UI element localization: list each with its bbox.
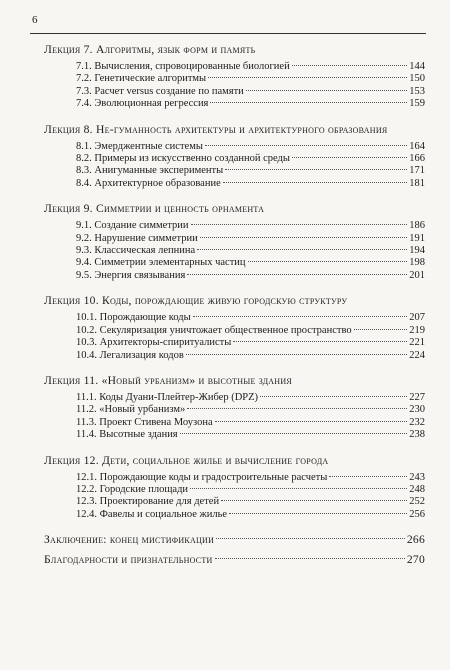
dot-leader: [292, 65, 408, 66]
toc-entry: [44, 509, 425, 521]
entry-page: 186: [409, 220, 425, 232]
entry-title: 11.4. Высотные здания: [76, 429, 178, 441]
entry-title: 11.3. Проект Стивена Моузона: [76, 416, 213, 428]
entry-page: 252: [409, 496, 425, 508]
entry-title: 9.5. Энергия связывания: [76, 269, 186, 281]
toc-entry: [44, 141, 425, 153]
toc-entry: [44, 73, 425, 85]
dot-leader: [205, 145, 407, 146]
closing-title: Заключение: конец мистификации: [44, 533, 215, 547]
toc-entry: [44, 233, 425, 245]
entry-page: 153: [409, 85, 425, 97]
toc-entry: [44, 257, 425, 269]
entry-title: 7.4. Эволюционная регрессия: [76, 98, 209, 110]
entry-page: 219: [409, 324, 425, 336]
toc-entry: [44, 392, 425, 404]
entry-page: 224: [409, 349, 425, 361]
dot-leader: [215, 558, 405, 559]
entry-title: 8.3. Анигуманные эксперименты: [76, 165, 224, 177]
entry-title: 10.3. Архитекторы-спиритуалисты: [76, 337, 232, 349]
lecture-9: [44, 201, 425, 282]
entry-page: 198: [409, 257, 425, 269]
dot-leader: [191, 224, 408, 225]
entry-title: 8.1. Эмерджентные системы: [76, 140, 203, 152]
toc-entry: [44, 165, 425, 177]
closing-page: 266: [406, 533, 425, 547]
entry-title: 11.1. Коды Дуани-Плейтер-Жибер (DPZ): [76, 391, 259, 403]
closing-page: 270: [406, 553, 425, 567]
lecture-7: [44, 42, 425, 111]
entry-page: 159: [409, 98, 425, 110]
lecture-10: [44, 293, 425, 362]
dot-leader: [354, 329, 408, 330]
lecture-title: Лекция 10. Коды, порождающие живую городскую структуру: [44, 294, 348, 308]
entry-page: 221: [409, 337, 425, 349]
lecture-11: [44, 373, 425, 442]
toc-closing-entry: [44, 532, 425, 548]
toc-entry: [44, 220, 425, 232]
entry-title: 11.2. «Новый урбанизм»: [76, 404, 186, 416]
entry-page: 171: [409, 165, 425, 177]
lecture-title: Лекция 7. Алгоритмы, язык форм и память: [44, 43, 256, 56]
entry-page: 181: [409, 177, 425, 189]
entry-page: 191: [409, 232, 425, 244]
entry-title: 12.3. Проектирование для детей: [76, 496, 220, 508]
dot-leader: [190, 488, 407, 489]
entry-title: 9.2. Нарушение симметрии: [76, 232, 198, 244]
lecture-title: Лекция 11. «Новый урбанизм» и высотные здания: [44, 373, 292, 387]
toc-entry: [44, 86, 425, 98]
toc-entry: [44, 417, 425, 429]
entry-title: 7.3. Расчет versus создание по памяти: [76, 85, 244, 97]
toc-entry: [44, 429, 425, 441]
lecture-12: [44, 453, 425, 522]
dot-leader: [215, 421, 408, 422]
entry-title: 10.2. Секуляризация уничтожает общественное пространство: [76, 324, 352, 336]
lecture-title: Лекция 8. Не-гуманность архитектуры и архитектурного образования: [44, 122, 388, 136]
dot-leader: [260, 396, 407, 397]
entry-page: 150: [409, 73, 425, 85]
entry-page: 194: [409, 245, 425, 257]
toc-entry: [44, 270, 425, 282]
dot-leader: [180, 433, 408, 434]
dot-leader: [193, 316, 408, 317]
entry-title: 8.2. Примеры из искусственно созданной среды: [76, 153, 290, 165]
page-number: 6: [32, 14, 38, 26]
dot-leader: [216, 538, 405, 539]
entry-title: 9.4. Симметрии элементарных частиц: [76, 257, 246, 269]
toc-entry: [44, 178, 425, 190]
toc-entry: [44, 337, 425, 349]
dot-leader: [186, 354, 407, 355]
entry-page: 230: [409, 404, 425, 416]
entry-title: 7.2. Генетические алгоритмы: [76, 73, 207, 85]
dot-leader: [208, 77, 407, 78]
lecture-title: Лекция 9. Симметрии и ценность орнамента: [44, 202, 265, 216]
entry-page: 166: [409, 153, 425, 165]
dot-leader: [225, 169, 407, 170]
entry-title: 12.2. Городские площади: [76, 483, 189, 495]
dot-leader: [210, 102, 407, 103]
toc-entry: [44, 484, 425, 496]
entry-title: 12.1. Порождающие коды и градостроительные расчеты: [76, 471, 328, 483]
toc-entry: [44, 245, 425, 257]
dot-leader: [248, 261, 408, 262]
entry-page: 256: [409, 508, 425, 520]
entry-page: 248: [409, 483, 425, 495]
entry-title: 8.4. Архитектурное образование: [76, 177, 221, 189]
closing-title: Благодарности и признательности: [44, 553, 213, 567]
toc-entry: [44, 61, 425, 73]
toc-entry: [44, 404, 425, 416]
entry-title: 10.4. Легализация кодов: [76, 349, 184, 361]
entry-title: 7.1. Вычисления, спровоцированные биологией: [76, 61, 290, 72]
dot-leader: [187, 408, 407, 409]
entry-page: 243: [409, 471, 425, 483]
dot-leader: [246, 90, 407, 91]
toc-entry: [44, 98, 425, 110]
entry-page: 207: [409, 312, 425, 324]
entry-title: 9.3. Классическая лепнина: [76, 245, 196, 257]
entry-title: 10.1. Порождающие коды: [76, 312, 191, 324]
dot-leader: [223, 182, 408, 183]
entry-page: 144: [409, 61, 425, 72]
dot-leader: [200, 237, 408, 238]
dot-leader: [221, 500, 407, 501]
toc-entry: [44, 312, 425, 324]
entry-page: 238: [409, 429, 425, 441]
toc-entry: [44, 496, 425, 508]
toc-entry: [44, 153, 425, 165]
entry-page: 201: [409, 269, 425, 281]
dot-leader: [187, 274, 407, 275]
lecture-8: [44, 122, 425, 191]
dot-leader: [229, 513, 407, 514]
dot-leader: [197, 249, 407, 250]
dot-leader: [233, 341, 407, 342]
entry-title: 9.1. Создание симметрии: [76, 220, 189, 232]
header-rule: [30, 33, 426, 34]
dot-leader: [292, 157, 407, 158]
entry-page: 227: [409, 391, 425, 403]
toc-entry: [44, 472, 425, 484]
dot-leader: [329, 476, 407, 477]
table-of-contents: [44, 42, 425, 568]
entry-page: 164: [409, 140, 425, 152]
toc-entry: [44, 350, 425, 362]
toc-entry: [44, 325, 425, 337]
lecture-title: Лекция 12. Дети, социальное жилье и вычисление города: [44, 453, 329, 467]
toc-closing-entry: [44, 552, 425, 568]
entry-page: 232: [409, 416, 425, 428]
entry-title: 12.4. Фавелы и социальное жилье: [76, 508, 228, 520]
